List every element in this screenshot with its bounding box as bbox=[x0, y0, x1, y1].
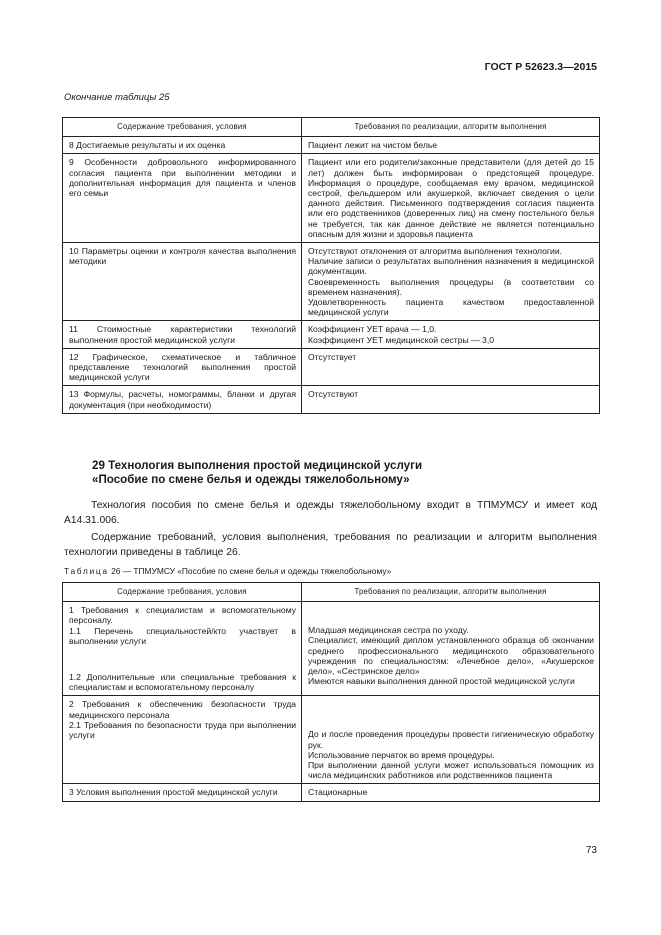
table-row bbox=[63, 602, 600, 696]
table-cell: 8 Достигаемые результаты и их оценка bbox=[63, 137, 302, 154]
cell-line: Отсутствуют отклонения от алгоритма выполнения технологии. bbox=[308, 246, 563, 257]
table-row bbox=[63, 321, 600, 348]
table-cell: Пациент лежит на чистом белье bbox=[302, 137, 600, 154]
page-number: 73 bbox=[585, 845, 597, 856]
paragraph: Технология пособия по смене белья и одежды тяжелобольному входит в ТПМУМСУ и имеет код А14.31.006. bbox=[64, 500, 597, 526]
cell-text: 1.1 Перечень специальностей/кто участвует в выполнении услуги bbox=[69, 625, 296, 646]
table-cell: 11 Стоимостные характеристики технологий выполнения простой медицинской услуги bbox=[63, 321, 302, 348]
cell-text: При выполнении данной услуги может использоваться помощник из числа медицинских работников или родственников пациента bbox=[308, 760, 594, 781]
table-row bbox=[63, 696, 600, 784]
table-row bbox=[63, 243, 600, 321]
table-cell: Пациент или его родители/законные представители (для детей до 15 лет) должен быть информирован о предстоящей процедуре. Информация о процедуре, сообщаемая ему врачом, медицинской сестрой, фельдшером или акушеркой, включает сведения о цели данного действия. Письменного подтверждения согласия пациента или его родственников (доверенных лиц) на смену постельного белья не требуется, так как данное действие не является потенциально опасным для жизни и здоровья пациента bbox=[302, 154, 600, 243]
section-title-line: «Пособие по смене белья и одежды тяжелобольному» bbox=[92, 473, 410, 486]
table26-caption bbox=[64, 566, 391, 576]
table-word: Таблица bbox=[64, 566, 109, 576]
table-cell: Стационарные bbox=[302, 784, 600, 801]
cell-text: Специалист, имеющий диплом установленного образца об окончании среднего профессионального медицинского образовательного учреждения по специальностям: «Лечебное дело», «Акушерское дело», «Сестринское дело» bbox=[308, 635, 594, 677]
table-row bbox=[63, 348, 600, 386]
document-code: ГОСТ Р 52623.3—2015 bbox=[484, 61, 597, 73]
table-cell: 9 Особенности добровольного информированного согласия пациента при выполнении методики и дополнительная информация для пациента и членов его семьи bbox=[63, 154, 302, 243]
column-header: Требования по реализации, алгоритм выполнения bbox=[302, 118, 600, 137]
table-cell: Отсутствует bbox=[302, 348, 600, 386]
table-row bbox=[63, 137, 600, 154]
section-title bbox=[92, 459, 422, 487]
paragraph: Содержание требований, условия выполнения, требования по реализации и алгоритм выполнения технологии приведены в таблице 26. bbox=[64, 532, 597, 558]
cell-line: Наличие записи о результатах выполнения назначения в медицинской документации. bbox=[308, 256, 594, 277]
table-cell: 13 Формулы, расчеты, номограммы, бланки и другая документация (при необходимости) bbox=[63, 386, 302, 413]
cell-text: Младшая медицинская сестра по уходу. bbox=[308, 625, 469, 636]
table25-caption: Окончание таблицы 25 bbox=[64, 92, 170, 103]
table-26 bbox=[62, 582, 600, 802]
table-cell: 3 Условия выполнения простой медицинской услуги bbox=[63, 784, 302, 801]
cell-line: Коэффициент УЕТ медицинской сестры — 3,0 bbox=[308, 334, 494, 345]
cell-text: Имеются навыки выполнения данной простой медицинской услуги bbox=[308, 676, 575, 687]
column-header: Содержание требования, условия bbox=[63, 118, 302, 137]
table-cell bbox=[302, 602, 600, 696]
cell-text: Использование перчаток во время процедуры. bbox=[308, 749, 495, 760]
cell-text: 2 Требования к обеспечению безопасности труда медицинского персонала bbox=[69, 699, 296, 720]
table-cell bbox=[63, 696, 302, 784]
table-cell bbox=[63, 602, 302, 696]
column-header: Содержание требования, условия bbox=[63, 583, 302, 602]
section-title-line: 29 Технология выполнения простой медицинской услуги bbox=[92, 459, 423, 472]
table-cell: Отсутствуют bbox=[302, 386, 600, 413]
table-row bbox=[63, 784, 600, 801]
table-cell bbox=[302, 243, 600, 321]
table-row bbox=[63, 154, 600, 243]
cell-text: 2.1 Требования по безопасности труда при выполнении услуги bbox=[69, 719, 296, 741]
column-header: Требования по реализации, алгоритм выполнения bbox=[302, 583, 600, 602]
table-cell: 12 Графическое, схематическое и табличное представление технологий выполнения простой медицинской услуги bbox=[63, 348, 302, 386]
table-cell bbox=[302, 321, 600, 348]
cell-text: 1 Требования к специалистам и вспомогательному персоналу. bbox=[69, 605, 296, 626]
table-header-row bbox=[63, 583, 600, 602]
cell-line: Своевременность выполнения процедуры (в соответствии со временем назначения). bbox=[308, 276, 594, 297]
table-caption-text: 26 — ТПМУМСУ «Пособие по смене белья и одежды тяжелобольному» bbox=[108, 566, 392, 576]
cell-text: До и после проведения процедуры провести гигиеническую обработку рук. bbox=[308, 729, 594, 750]
table-cell: 10 Параметры оценки и контроля качества выполнения методики bbox=[63, 243, 302, 321]
table-header-row bbox=[63, 118, 600, 137]
cell-line: Коэффициент УЕТ врача — 1,0. bbox=[308, 324, 437, 335]
cell-text: 1.2 Дополнительные или специальные требования к специалистам и вспомогательному персоналу bbox=[69, 672, 296, 693]
table-row bbox=[63, 386, 600, 413]
table-25 bbox=[62, 117, 600, 414]
table-cell bbox=[302, 696, 600, 784]
cell-line: Удовлетворенность пациента качеством предоставленной медицинской услуги bbox=[308, 297, 594, 318]
